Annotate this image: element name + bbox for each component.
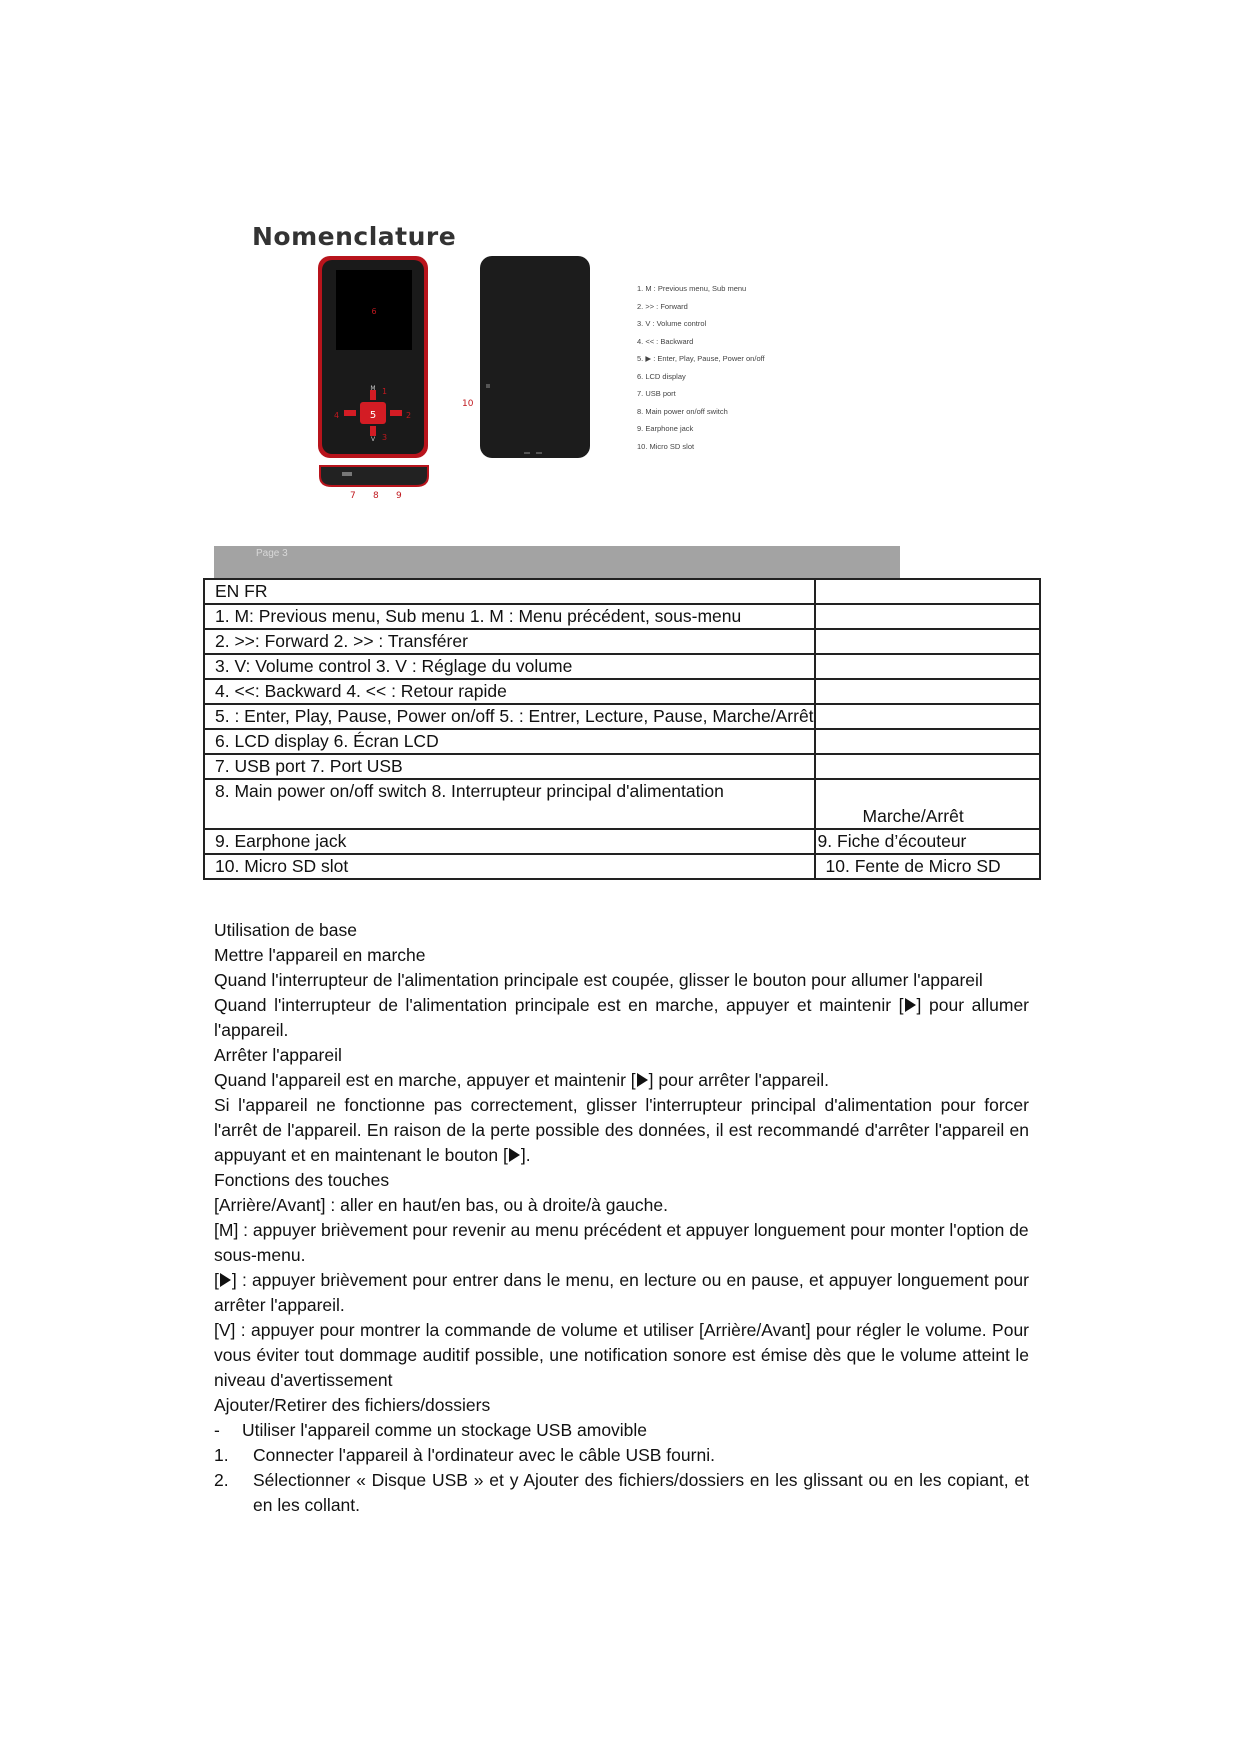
table-cell: 10. Fente de Micro SD <box>815 854 1040 879</box>
section-heading: Utilisation de base <box>214 920 357 940</box>
legend-item: 2. >> : Forward <box>637 301 688 311</box>
legend-item: 7. USB port <box>637 389 676 398</box>
callout-6: 6 <box>371 307 377 316</box>
table-cell: 9. Fiche d’écouteur <box>815 829 1040 854</box>
subheading: Arrêter l'appareil <box>214 1045 342 1065</box>
legend-item: 9. Earphone jack <box>637 424 694 433</box>
table-cell: 6. LCD display 6. Écran LCD <box>204 729 815 754</box>
nomenclature-table <box>203 578 1041 880</box>
list-item: - Utiliser l'appareil comme un stockage USB amovible <box>214 1420 648 1440</box>
table-cell: 10. Micro SD slot <box>204 854 815 879</box>
device-diagram <box>300 250 860 510</box>
table-cell: 3. V: Volume control 3. V : Réglage du volume <box>204 654 815 679</box>
play-icon <box>220 1273 231 1287</box>
table-cell: 8. Main power on/off switch 8. Interrupteur principal d'alimentation <box>204 779 815 829</box>
table-cell: Marche/Arrêt <box>815 779 1040 829</box>
legend-item: 3. V : Volume control <box>637 319 707 328</box>
callout-8: 8 <box>373 491 379 501</box>
table-row <box>204 754 1040 779</box>
paragraph: Quand l'appareil est en marche, appuyer et maintenir [ ] pour arrêter l'appareil. <box>214 1070 830 1090</box>
legend-item: 8. Main power on/off switch <box>637 406 728 416</box>
nomenclature-legend <box>637 280 765 455</box>
table-row <box>204 654 1040 679</box>
table-row <box>204 729 1040 754</box>
table-row <box>204 629 1040 654</box>
device-back <box>480 256 590 458</box>
table-cell <box>815 679 1040 704</box>
callout-3: 3 <box>382 433 388 442</box>
paragraph: [V] : appuyer pour montrer la commande de volume et utiliser [Arrière/Avant] pour régler le volume. Pour vous éviter tout dommage auditif possible, une notification sonore est émise dès que le volume atteint le niveau d'avertissement <box>214 1320 1029 1390</box>
label-v: V <box>370 436 376 443</box>
callout-7: 7 <box>350 491 356 501</box>
subheading: Mettre l'appareil en marche <box>214 945 426 965</box>
list-item: 1. Connecter l'appareil à l'ordinateur avec le câble USB fourni. <box>214 1445 715 1465</box>
paragraph: Si l'appareil ne fonctionne pas correctement, glisser l'interrupteur principal d'alimentation pour forcer l'arrêt de l'appareil. En raison de la perte possible des données, il est recommandé d'arrêter l'appareil en appuyant et en maintenant le bouton [ ]. <box>214 1095 1029 1165</box>
paragraph: [ ] : appuyer brièvement pour entrer dans le menu, en lecture ou en pause, et appuyer longuement pour arrêter l'appareil. <box>214 1270 1029 1315</box>
table-cell: 9. Earphone jack <box>204 829 815 854</box>
table-cell <box>815 604 1040 629</box>
callout-10: 10 <box>462 399 474 409</box>
table-row <box>204 779 1040 829</box>
paragraph: Quand l'interrupteur de l'alimentation principale est coupée, glisser le bouton pour allumer l'appareil <box>214 970 983 990</box>
table-cell: 2. >>: Forward 2. >> : Transférer <box>204 629 815 654</box>
table-row <box>204 579 1040 604</box>
table-cell <box>815 579 1040 604</box>
nomenclature-heading: Nomenclature <box>252 222 457 251</box>
subheading: Ajouter/Retirer des fichiers/dossiers <box>214 1395 491 1415</box>
table-cell: 5. : Enter, Play, Pause, Power on/off 5. : Entrer, Lecture, Pause, Marche/Arrêt <box>204 704 815 729</box>
page-footer-bar <box>214 546 900 578</box>
legend-item: 4. << : Backward <box>637 336 694 346</box>
table-cell: 1. M: Previous menu, Sub menu 1. M : Menu précédent, sous-menu <box>204 604 815 629</box>
table-cell <box>815 729 1040 754</box>
callout-1: 1 <box>382 387 388 396</box>
table-row <box>204 679 1040 704</box>
table-row <box>204 604 1040 629</box>
legend-item: 10. Micro SD slot <box>637 441 695 451</box>
label-m: M <box>370 385 376 392</box>
callout-5: 5 <box>369 410 377 421</box>
table-row <box>204 854 1040 879</box>
table-cell: EN FR <box>204 579 815 604</box>
table-cell <box>815 654 1040 679</box>
list-item: 2. Sélectionner « Disque USB » et y Ajouter des fichiers/dossiers en les glissant ou en les copiant, et en les collant. <box>214 1470 1029 1515</box>
legend-item: 5. ▶ : Enter, Play, Pause, Power on/off <box>637 354 765 363</box>
legend-item: 1. M : Previous menu, Sub menu <box>637 284 747 293</box>
table-cell: 7. USB port 7. Port USB <box>204 754 815 779</box>
page-label: Page 3 <box>256 548 288 559</box>
play-icon <box>509 1148 520 1162</box>
table-cell <box>815 704 1040 729</box>
table-cell <box>815 629 1040 654</box>
callout-9: 9 <box>396 491 402 501</box>
play-icon <box>905 998 916 1012</box>
table-cell <box>815 754 1040 779</box>
paragraph: [M] : appuyer brièvement pour revenir au menu précédent et appuyer longuement pour monter l'option de sous-menu. <box>214 1220 1029 1265</box>
device-bottom <box>320 466 428 486</box>
play-icon <box>637 1073 648 1087</box>
body-text <box>214 918 1029 1518</box>
callout-2: 2 <box>406 411 412 420</box>
subheading: Fonctions des touches <box>214 1170 390 1190</box>
callout-4: 4 <box>334 411 340 420</box>
paragraph: Quand l'interrupteur de l'alimentation principale est en marche, appuyer et maintenir [ ] pour allumer l'appareil. <box>214 995 1029 1040</box>
legend-item: 6. LCD display <box>637 371 686 381</box>
table-row <box>204 704 1040 729</box>
paragraph: [Arrière/Avant] : aller en haut/en bas, ou à droite/à gauche. <box>214 1195 668 1215</box>
table-row <box>204 829 1040 854</box>
table-cell: 4. <<: Backward 4. << : Retour rapide <box>204 679 815 704</box>
